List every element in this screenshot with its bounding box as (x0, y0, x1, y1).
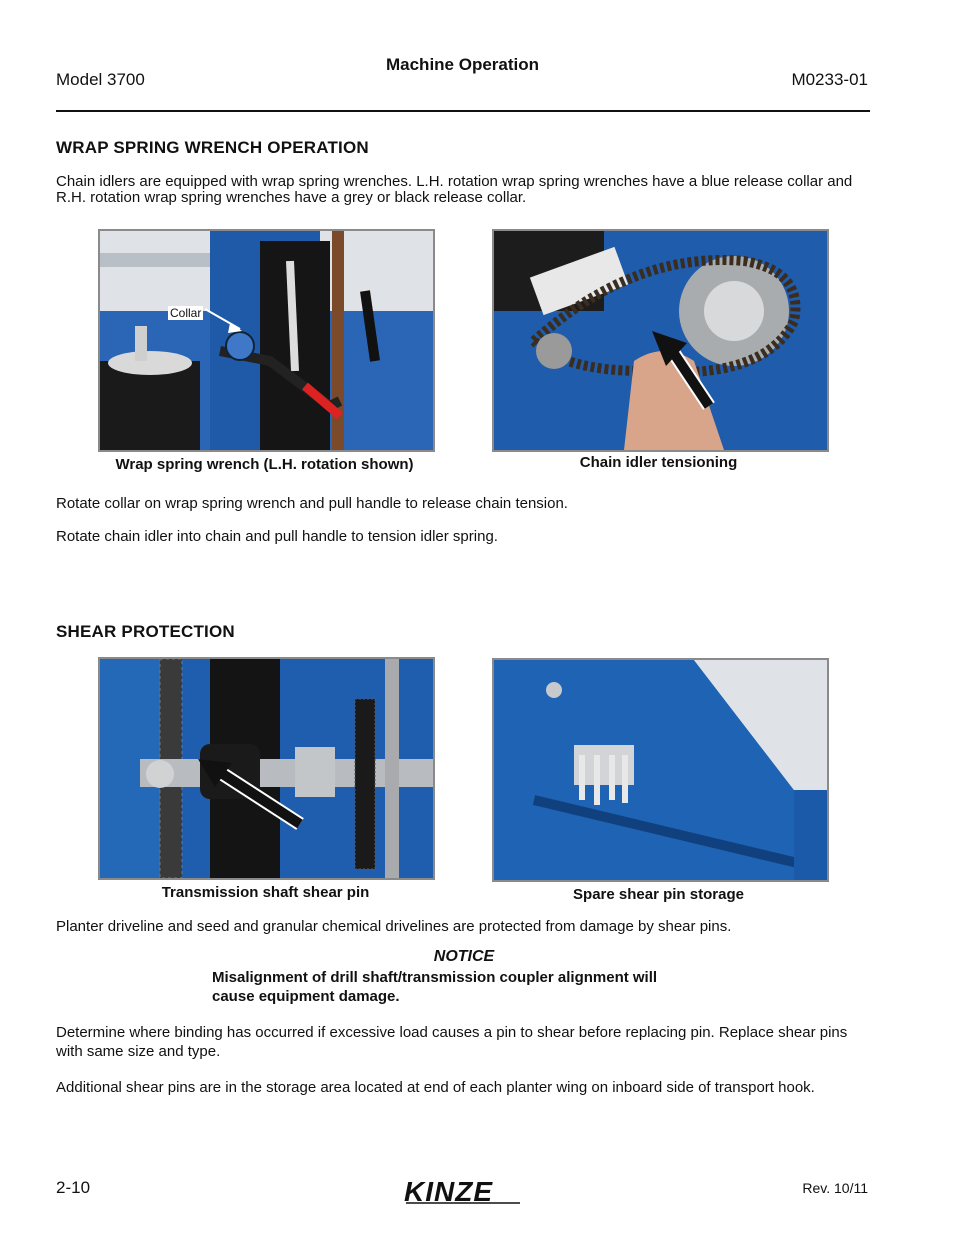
photo-chain-idler (492, 229, 829, 452)
page-number: 2-10 (56, 1178, 91, 1197)
photo-transmission-shear-pin (98, 657, 435, 880)
photo3-caption: Transmission shaft shear pin (161, 884, 370, 901)
photo1-caption: Wrap spring wrench (L.H. rotation shown) (115, 456, 414, 473)
kinze-logo (402, 1176, 526, 1211)
section-heading-wrap-spring: WRAP SPRING WRENCH OPERATION (56, 138, 369, 157)
intro-paragraph: Chain idlers are equipped with wrap spring wrenches. L.H. rotation wrap spring wrenches have a blue release collar and R.H. rotation wrap spring wrenches have a grey or black release collar. (56, 173, 853, 206)
revision: Rev. 10/11 (802, 1180, 868, 1196)
photo4-caption: Spare shear pin storage (573, 886, 744, 903)
header-title: Machine Operation (385, 55, 540, 74)
header-model: Model 3700 (56, 70, 145, 89)
notice-body: Misalignment of drill shaft/transmission coupler alignment will cause equipment damage. (212, 969, 658, 1005)
binding-paragraph: Determine where binding has occurred if excessive load causes a pin to shear before replacing pin. Replace shear pins with same size and type. (56, 1024, 848, 1060)
photo-spare-shear-pin-storage (492, 658, 829, 882)
section-heading-shear-protection: SHEAR PROTECTION (56, 622, 235, 641)
step2-paragraph: Rotate chain idler into chain and pull handle to tension idler spring. (56, 528, 498, 545)
header-doc-number: M0233-01 (791, 70, 868, 89)
svg-text:KINZE: KINZE (404, 1176, 493, 1206)
header-rule (56, 110, 870, 112)
storage-paragraph: Additional shear pins are in the storage area located at end of each planter wing on inboard side of transport hook. (56, 1079, 815, 1096)
photo-wrap-spring-wrench (98, 229, 435, 452)
shear-pin-paragraph: Planter driveline and seed and granular chemical drivelines are protected from damage by shear pins. (56, 918, 732, 935)
notice-title: NOTICE (433, 948, 495, 965)
photo2-caption: Chain idler tensioning (579, 454, 738, 471)
collar-callout-label: Collar (170, 306, 202, 320)
step1-paragraph: Rotate collar on wrap spring wrench and pull handle to release chain tension. (56, 495, 568, 512)
